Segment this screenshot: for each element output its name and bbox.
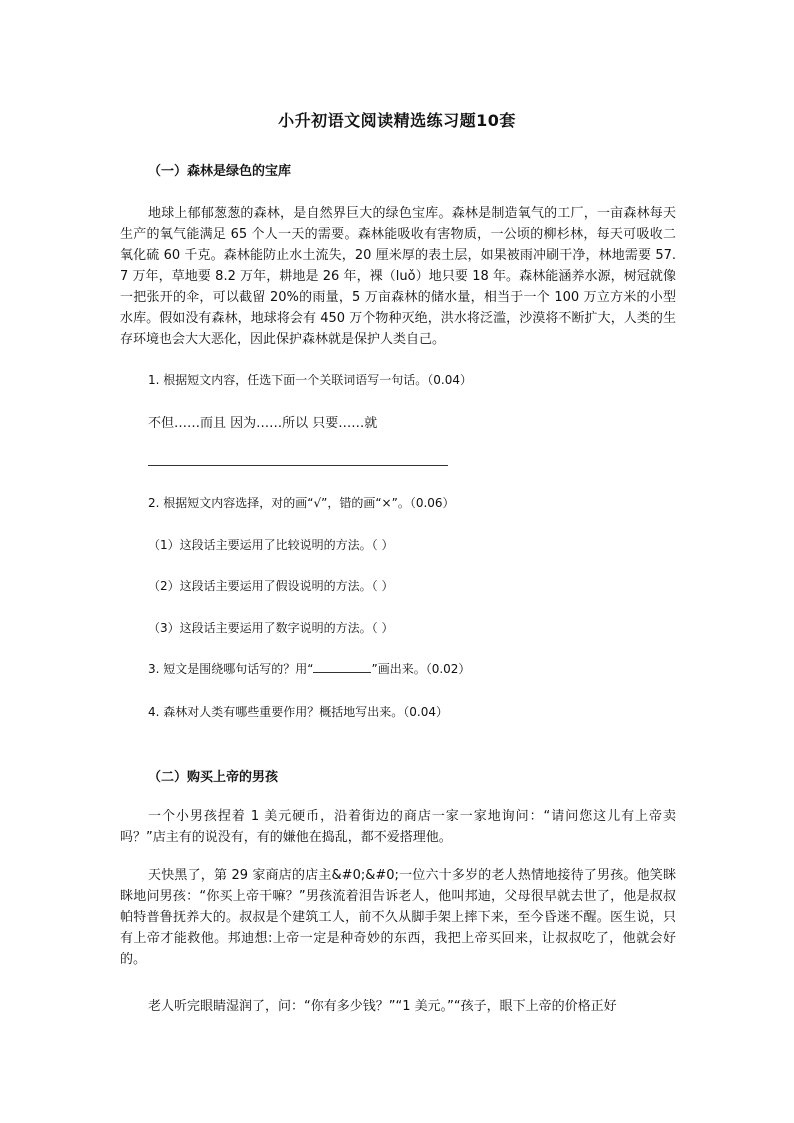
- answer-line: [148, 465, 448, 466]
- question-3-text-after: ”画出来。（0.02）: [371, 662, 471, 676]
- question-1: 1. 根据短文内容，任选下面一个关联词语写一句话。（0.04）: [148, 373, 472, 387]
- question-3-text-before: 3. 短文是围绕哪句话写的？用“: [148, 662, 314, 676]
- document-title: 小升初语文阅读精选练习题10套: [278, 111, 516, 130]
- question-1-options: 不但……而且 因为……所以 只要……就: [148, 416, 378, 431]
- question-2-item-3: （3）这段话主要运用了数字说明的方法。（ ）: [148, 621, 394, 635]
- story-paragraph-3: 老人听完眼睛湿润了，问：“你有多少钱？”“1 美元。”“孩子，眼下上帝的价格正好: [148, 999, 617, 1014]
- question-2-item-1: （1）这段话主要运用了比较说明的方法。（ ）: [148, 538, 394, 552]
- question-2-item-2: （2）这段话主要运用了假设说明的方法。（ ）: [148, 579, 394, 593]
- forest-paragraph: 地球上郁郁葱葱的森林，是自然界巨大的绿色宝库。森林是制造氧气的工厂，一亩森林每天生产的氧气能满足 65 个人一天的需要。森林能吸收有害物质，一公顷的柳杉林，每天可吸收二氧化硫 60 千克。森林能防止水土流失，20 厘米厚的表土层，如果被雨冲刷干净，林地需要 57.7 万年，草地要 8.2 万年，耕地是 26 年，裸（luǒ）地只要 18 年。森林能涵养水源，树冠就像一把张开的伞，可以截留 20%的雨量，5 万亩森林的储水量，相当于一个 100 万立方米的小型水库。假如没有森林，地球将会有 450 万个物种灭绝，洪水将泛滥，沙漠将不断扩大，人类的生存环境也会大大恶化，因此保护森林就是保护人类自己。: [120, 206, 676, 347]
- section-heading-boy: （二）购买上帝的男孩: [148, 770, 279, 785]
- story-paragraph-2: 天快黑了，第 29 家商店的店主&#0;&#0;一位六十多岁的老人热情地接待了男孩。他笑眯眯地问男孩：“你买上帝干嘛？”男孩流着泪告诉老人，他叫邦迪，父母很早就去世了，他是叔叔帕特普鲁抚养大的。叔叔是个建筑工人，前不久从脚手架上摔下来，至今昏迷不醒。医生说，只有上帝才能救他。邦迪想:上帝一定是种奇妙的东西，我把上帝买回来，让叔叔吃了，他就会好的。: [120, 868, 676, 967]
- underline-blank: [313, 672, 371, 673]
- story-paragraph-1: 一个小男孩捏着 1 美元硬币，沿着街边的商店一家一家地询问：“请问您这儿有上帝卖吗？”店主有的说没有，有的嫌他在捣乱，都不爱搭理他。: [120, 809, 676, 845]
- question-2: 2. 根据短文内容选择，对的画“√”，错的画“×”。（0.06）: [148, 496, 455, 510]
- question-4: 4. 森林对人类有哪些重要作用？概括地写出来。（0.04）: [148, 705, 448, 719]
- section-heading-forest: （一）森林是绿色的宝库: [148, 164, 292, 179]
- question-3: [148, 660, 470, 677]
